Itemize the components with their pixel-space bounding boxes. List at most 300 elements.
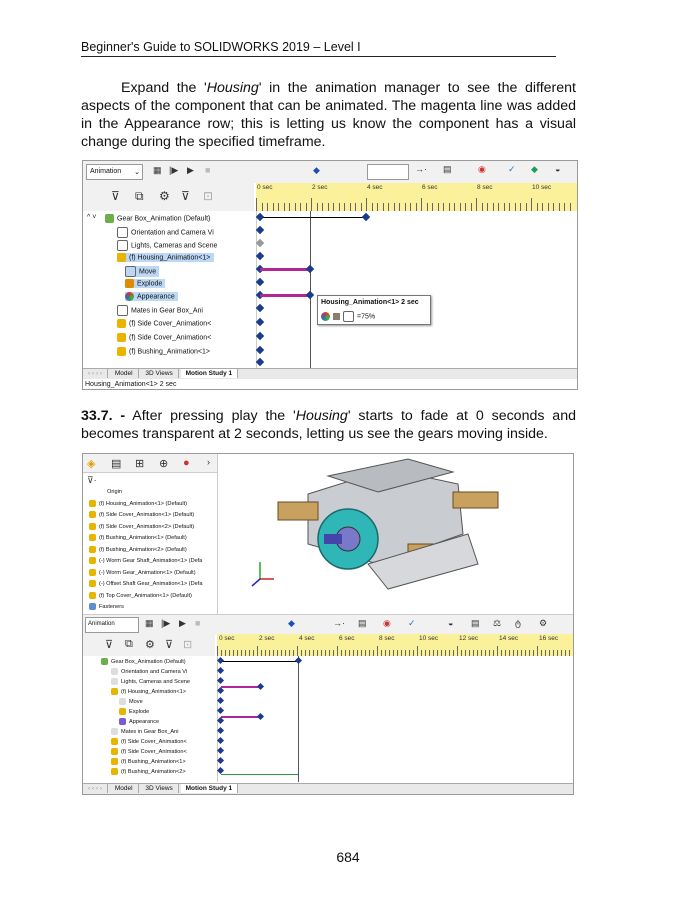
tree-item[interactable] (117, 347, 210, 356)
tree-item-label: Gear Box_Animation (Default) (117, 215, 211, 223)
tick-label: 10 sec (532, 184, 552, 191)
keyframe[interactable] (217, 767, 224, 774)
feature-tree-item[interactable] (89, 534, 187, 541)
gravity-icon[interactable]: ◒ (448, 618, 454, 628)
feature-tree-label: Origin (107, 488, 122, 495)
tick-mark (564, 203, 565, 211)
tree-item[interactable] (105, 214, 210, 223)
spring-icon[interactable]: ✓ (508, 164, 516, 174)
tree-item[interactable] (111, 668, 187, 675)
display-manager-icon[interactable]: ● (183, 457, 190, 469)
tick-mark (504, 203, 505, 211)
tree-item-label: Move (139, 268, 157, 276)
keyframe[interactable] (256, 304, 264, 312)
tree-item[interactable] (119, 708, 149, 715)
configuration-manager-icon[interactable]: ⊞ (135, 458, 145, 470)
part-icon (89, 580, 96, 587)
tab-motion-study[interactable]: Motion Study 1 (181, 784, 239, 793)
part-icon (89, 511, 96, 518)
tick-label: 6 sec (339, 635, 355, 642)
tree-item-housing[interactable] (117, 253, 214, 262)
filter-icon[interactable]: ⊽ (111, 189, 120, 203)
origin-icon (97, 488, 104, 495)
mode-select[interactable] (85, 617, 139, 633)
manager-tabs (83, 454, 217, 473)
dimxpert-icon[interactable]: ⊕ (159, 458, 169, 470)
tick-mark (526, 203, 527, 211)
add-key-icon[interactable]: ▤ (358, 618, 367, 628)
key-span (221, 661, 298, 662)
tick-mark (553, 203, 554, 211)
tick-mark (443, 203, 444, 211)
settings-icon[interactable]: ⚙ (539, 618, 548, 628)
autokey-icon[interactable]: →· (333, 618, 345, 628)
tree-item-label: (f) Housing_Animation<1> (121, 688, 186, 695)
transparency-icon (343, 311, 354, 322)
keyframe[interactable] (295, 657, 302, 664)
tick-mark (531, 198, 532, 211)
feature-tree-item[interactable] (89, 603, 124, 610)
keyframe[interactable] (217, 697, 224, 704)
tick-mark (417, 646, 418, 656)
collapse-arrows[interactable]: ^ ˅ (87, 214, 97, 221)
tab-nav-arrows[interactable]: ‹ ‹ › › (83, 784, 108, 793)
tick-mark (399, 203, 400, 211)
shaft-end (324, 534, 342, 544)
key-span (260, 217, 366, 218)
part-icon (89, 500, 96, 507)
keyframe[interactable] (256, 278, 264, 286)
tree-item-label: (f) Side Cover_Animation< (129, 320, 212, 328)
tick-mark (465, 203, 466, 211)
autokey-icon[interactable]: →· (415, 164, 427, 174)
tick-mark (372, 203, 373, 211)
tick-mark (344, 203, 345, 211)
tick-mark (493, 203, 494, 211)
part-icon (111, 748, 118, 755)
tick-mark (377, 203, 378, 211)
tick-mark (355, 203, 356, 211)
keyframe[interactable] (256, 332, 264, 340)
part-icon (89, 534, 96, 541)
part-icon (119, 698, 126, 705)
tree-item-label: Orientation and Camera Vi (131, 229, 214, 237)
play-from-start-icon[interactable]: |▶ (169, 165, 179, 175)
part-icon (89, 523, 96, 530)
tree-item-label: Gear Box_Animation (Default) (111, 658, 186, 665)
feature-tree-item[interactable] (89, 546, 187, 553)
keyframe[interactable] (256, 252, 264, 260)
mass-icon[interactable]: ⚖ (493, 618, 502, 628)
step-number: 33.7. - (81, 408, 126, 424)
assembly-icon (105, 214, 114, 223)
feature-tree-label: (-) Offset Shaft Gear_Animation<1> (Defa (99, 580, 203, 587)
filter-animated-icon[interactable]: ⧉ (135, 189, 144, 203)
tick-mark (471, 203, 472, 211)
tick-mark (515, 203, 516, 211)
tick-mark (317, 203, 318, 211)
status-bar: Housing_Animation<1> 2 sec (85, 381, 177, 388)
mode-select-value: Animation (90, 168, 122, 175)
timeline-ruler[interactable] (256, 183, 577, 211)
p1-text-a: Expand the ' (121, 80, 207, 96)
tree-item-label: (f) Housing_Animation<1> (129, 254, 211, 262)
tick-mark (548, 203, 549, 211)
bottom-tabs (83, 368, 577, 379)
move-change-bar[interactable] (260, 268, 310, 271)
tick-mark (350, 203, 351, 211)
feature-tree-label: (f) Bushing_Animation<2> (Default) (99, 546, 187, 553)
keyframe[interactable] (217, 687, 224, 694)
tick-mark (405, 203, 406, 211)
filter-results-icon[interactable]: ⊡ (183, 639, 193, 651)
keyframe[interactable] (217, 737, 224, 744)
play-from-start-icon[interactable]: |▶ (161, 618, 171, 628)
feature-tree-label: (f) Top Cover_Animation<1> (Default) (99, 592, 192, 599)
part-icon (89, 546, 96, 553)
feature-tree-label: (-) Worm Gear Shaft_Animation<1> (Defa (99, 557, 203, 564)
part-icon (89, 569, 96, 576)
tick-mark (487, 203, 488, 211)
tree-item[interactable] (111, 738, 187, 745)
feature-tree-item[interactable] (89, 500, 187, 507)
p1-emphasis: Housing (206, 80, 259, 96)
tree-item-appearance[interactable] (125, 292, 178, 301)
feature-tree-item[interactable] (89, 580, 202, 587)
timeline-ruler[interactable] (217, 634, 573, 656)
tick-label: 12 sec (459, 635, 479, 642)
tree-item[interactable] (111, 728, 179, 735)
feature-tree-label: Fasteners (99, 603, 124, 610)
tick-mark (476, 198, 477, 211)
tab-model[interactable]: Model (110, 784, 139, 793)
keyframe[interactable] (306, 265, 314, 273)
keyframe[interactable] (217, 677, 224, 684)
animation-tree (83, 656, 215, 782)
tree-item[interactable] (117, 319, 211, 328)
feature-tree-item[interactable] (89, 592, 192, 599)
tab-3d-views[interactable]: 3D Views (140, 784, 178, 793)
p2-text-a: After pressing play the ' (125, 408, 296, 424)
appearance-icon (125, 292, 134, 301)
tick-mark (449, 203, 450, 211)
part-icon (111, 668, 118, 675)
tick-mark (262, 203, 263, 211)
feature-tree-label: (f) Side Cover_Animation<1> (Default) (99, 511, 195, 518)
tick-mark (421, 198, 422, 211)
part-icon (89, 592, 96, 599)
tick-label: 8 sec (379, 635, 395, 642)
keyframe[interactable] (257, 713, 264, 720)
keyframe[interactable] (217, 717, 224, 724)
keyframe[interactable] (257, 683, 264, 690)
keyframe[interactable] (217, 727, 224, 734)
tree-item-label: (f) Side Cover_Animation< (121, 738, 187, 745)
tick-mark (306, 203, 307, 211)
filter-driving-icon[interactable]: ⚙ (145, 639, 155, 651)
p2-emphasis: Housing (295, 408, 348, 424)
tree-item-label: Mates in Gear Box_Ani (131, 307, 203, 315)
tick-mark (257, 646, 258, 656)
tree-item-label: (f) Side Cover_Animation< (121, 748, 187, 755)
spring-icon[interactable]: ✓ (408, 618, 416, 628)
keyframe[interactable] (362, 213, 370, 221)
tick-mark (432, 203, 433, 211)
tick-mark (297, 646, 298, 656)
feature-tree-item[interactable] (97, 488, 122, 495)
keyframe[interactable] (217, 747, 224, 754)
playback-speed-icon[interactable]: ◆ (313, 165, 320, 175)
keyframe[interactable] (256, 346, 264, 354)
feature-manager-icon[interactable]: ◈ (87, 458, 96, 470)
tick-label: 0 sec (219, 635, 235, 642)
tree-item-label: Appearance (137, 293, 175, 301)
tree-item[interactable] (111, 768, 186, 775)
tick-label: 4 sec (299, 635, 315, 642)
feature-tree-item[interactable] (89, 569, 196, 576)
keyframe[interactable] (256, 213, 264, 221)
camera-icon (117, 227, 128, 238)
p1-text-b: ' in the animation manager to see the different aspects of the component that can be animated. The magenta line was added in the Appearance row; this is letting us know the component has a visual change during the specified timeframe. (81, 80, 576, 150)
calculate-icon[interactable]: ▦ (153, 165, 162, 175)
mates-icon (117, 305, 128, 316)
tree-item[interactable] (111, 758, 186, 765)
tick-mark (256, 198, 257, 211)
tree-item[interactable] (117, 305, 203, 316)
calculate-icon[interactable]: ▦ (145, 618, 154, 628)
filter-toolbar (83, 634, 215, 656)
filter-results-icon[interactable]: ⊡ (203, 189, 214, 203)
part-icon (111, 738, 118, 745)
folder-icon (89, 603, 96, 610)
motion-toolbar (83, 161, 577, 183)
tick-mark (497, 646, 498, 656)
tab-model[interactable]: Model (110, 369, 139, 378)
tab-motion-study[interactable]: Motion Study 1 (181, 369, 239, 378)
part-icon (117, 319, 126, 328)
tab-3d-views[interactable]: 3D Views (140, 369, 178, 378)
keyframe[interactable] (256, 226, 264, 234)
appearance-change-bar[interactable] (221, 716, 261, 718)
stop-icon[interactable]: ■ (205, 165, 211, 175)
part-icon (89, 557, 96, 564)
chevron-right-icon[interactable]: › (207, 457, 210, 467)
tick-mark (377, 646, 378, 656)
tree-item[interactable] (101, 658, 186, 665)
time-bar[interactable] (298, 656, 299, 782)
tree-item[interactable] (119, 718, 159, 725)
part-icon (117, 253, 126, 262)
keyframe[interactable] (217, 707, 224, 714)
keyframe[interactable] (217, 667, 224, 674)
tree-item[interactable] (111, 748, 187, 755)
playback-speed-icon[interactable]: ◆ (288, 618, 295, 628)
assembly-icon (101, 658, 108, 665)
tick-mark (273, 203, 274, 211)
stop-icon[interactable]: ■ (195, 618, 201, 628)
keyframe[interactable] (256, 358, 264, 366)
keyframe[interactable] (217, 657, 224, 664)
tick-mark (322, 203, 323, 211)
motor-icon[interactable]: ◉ (383, 618, 391, 628)
mode-select[interactable] (86, 164, 143, 180)
filter-icon[interactable]: ⊽· (87, 475, 97, 485)
tree-item-label: Mates in Gear Box_Ani (121, 728, 179, 735)
part-icon (111, 728, 118, 735)
feature-manager (83, 454, 218, 614)
solidworks-screenshot-2 (82, 453, 574, 795)
bottom-tabs (83, 783, 573, 794)
filter-selected-icon[interactable]: ⊽ (181, 189, 190, 203)
tree-item-label: Lights, Cameras and Scene (131, 242, 218, 250)
tick-mark (559, 203, 560, 211)
tick-mark (438, 203, 439, 211)
tick-mark (217, 646, 218, 656)
gearbox-model (218, 454, 573, 614)
tab-nav-arrows[interactable]: ‹ ‹ › › (83, 369, 108, 378)
shaft-left (278, 502, 318, 520)
tick-label: 6 sec (422, 184, 438, 191)
tree-item[interactable] (117, 227, 214, 238)
tick-mark (427, 203, 428, 211)
tree-item[interactable] (111, 688, 186, 695)
animation-tree (83, 211, 254, 369)
move-icon (125, 266, 136, 277)
tick-mark (383, 203, 384, 211)
tick-mark (498, 203, 499, 211)
filter-driving-icon[interactable]: ⚙ (159, 189, 170, 203)
property-manager-icon[interactable]: ▤ (111, 458, 122, 470)
appearance-change-bar[interactable] (260, 294, 310, 297)
feature-tree-label: (-) Worm Gear_Animation<1> (Default) (99, 569, 196, 576)
feature-tree-label: (f) Bushing_Animation<1> (Default) (99, 534, 187, 541)
feature-tree-item[interactable] (89, 523, 194, 530)
tree-item-explode[interactable] (125, 279, 165, 288)
tooltip-title: Housing_Animation<1> 2 sec (321, 299, 419, 306)
tree-item-label: (f) Bushing_Animation<1> (121, 758, 186, 765)
part-icon (119, 708, 126, 715)
appearance-icon (321, 312, 330, 321)
tree-item[interactable] (117, 333, 211, 342)
color-swatch (333, 313, 340, 320)
explode-icon (125, 279, 134, 288)
motion-manager-screenshot-1 (82, 160, 578, 390)
tree-item-label: Explode (129, 708, 150, 715)
tick-mark (333, 203, 334, 211)
tick-mark (361, 203, 362, 211)
tick-mark (388, 203, 389, 211)
p2-text-b: ' starts to fade at 0 seconds and becomes transparent at 2 seconds, letting us see the gears moving inside. (81, 408, 576, 442)
mode-select-value: Animation (88, 621, 115, 627)
folder-icon (117, 240, 128, 251)
chevron-down-icon: ⌄ (134, 169, 140, 176)
damper-icon[interactable]: ტ (515, 618, 521, 628)
tree-item[interactable] (117, 240, 217, 251)
tick-mark (311, 198, 312, 211)
tree-item[interactable] (111, 678, 190, 685)
play-icon[interactable]: ▶ (179, 618, 186, 628)
tick-label: 10 sec (419, 635, 439, 642)
move-change-bar[interactable] (221, 686, 261, 688)
tick-mark (542, 203, 543, 211)
timeline-area[interactable] (256, 211, 578, 369)
tick-mark (416, 203, 417, 211)
tick-mark (295, 203, 296, 211)
tick-mark (410, 203, 411, 211)
results-icon[interactable]: ▤ (471, 618, 480, 628)
tick-mark (289, 203, 290, 211)
keyframe[interactable] (256, 318, 264, 326)
tick-mark (520, 203, 521, 211)
part-icon (111, 768, 118, 775)
tooltip-value-row (321, 311, 375, 322)
playback-mode-select[interactable] (367, 164, 409, 180)
tree-item-label: Explode (137, 280, 163, 288)
tick-mark (328, 203, 329, 211)
part-icon (119, 718, 126, 725)
motion-toolbar (83, 614, 573, 635)
tick-label: 8 sec (477, 184, 493, 191)
tick-mark (570, 203, 571, 211)
filter-animated-icon[interactable]: ⧉ (125, 638, 133, 650)
motor-icon[interactable]: ◉ (478, 164, 486, 174)
tooltip-value: =75% (357, 313, 376, 321)
gravity-icon[interactable]: ◒ (555, 164, 561, 174)
filter-toolbar (83, 183, 254, 211)
tree-item[interactable] (119, 698, 143, 705)
tick-mark (284, 203, 285, 211)
tick-mark (460, 203, 461, 211)
tick-mark (457, 646, 458, 656)
tick-label: 2 sec (312, 184, 328, 191)
page-number: 684 (336, 849, 360, 865)
filter-selected-icon[interactable]: ⊽ (165, 639, 174, 651)
filter-icon[interactable]: ⊽ (105, 639, 114, 651)
tick-mark (537, 646, 538, 656)
paragraph-2 (81, 407, 576, 443)
feature-tree-item[interactable] (89, 557, 202, 564)
tick-mark (454, 203, 455, 211)
shaft-right (453, 492, 498, 508)
keyframe[interactable] (217, 757, 224, 764)
tree-item-label: (f) Bushing_Animation<1> (129, 348, 210, 356)
tick-mark (366, 198, 367, 211)
tick-label: 4 sec (367, 184, 383, 191)
add-key-icon[interactable]: ▤ (443, 164, 452, 174)
tree-item-label: Appearance (129, 718, 160, 725)
tick-mark (537, 203, 538, 211)
tick-mark (278, 203, 279, 211)
keyframe[interactable] (306, 291, 314, 299)
part-icon (117, 347, 126, 356)
tick-label: 14 sec (499, 635, 519, 642)
play-icon[interactable]: ▶ (187, 165, 194, 175)
tick-mark (394, 203, 395, 211)
tick-mark (337, 646, 338, 656)
tick-mark (339, 203, 340, 211)
keyframe[interactable] (256, 239, 264, 247)
running-header: Beginner's Guide to SOLIDWORKS 2019 – Level I (81, 40, 556, 57)
tree-item-label: (f) Side Cover_Animation< (129, 334, 212, 342)
graphics-area[interactable] (218, 454, 573, 614)
timeline-area[interactable] (217, 656, 574, 782)
tick-mark (482, 203, 483, 211)
feature-tree-item[interactable] (89, 511, 194, 518)
contact-icon[interactable]: ◆ (531, 164, 538, 174)
tree-item-move[interactable] (125, 266, 159, 277)
tick-mark (300, 203, 301, 211)
tree-item-label: Move (129, 698, 143, 705)
